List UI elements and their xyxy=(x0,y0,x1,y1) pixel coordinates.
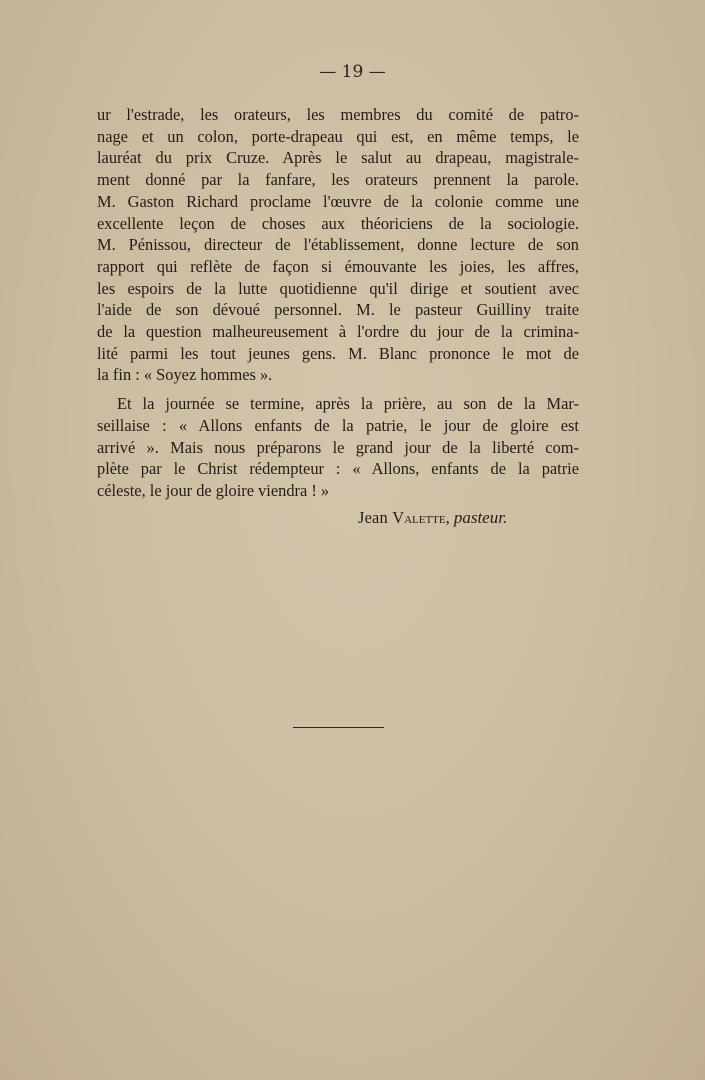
text-line: l'aide de son dévoué personnel. M. le pasteur Guilliny traite xyxy=(97,300,579,320)
signature xyxy=(358,508,507,528)
text-line: excellente leçon de choses aux théoriciens de la sociologie. xyxy=(97,213,579,233)
paragraph-1 xyxy=(97,104,579,386)
text-line: arrivé ». Mais nous préparons le grand jour de la liberté com- xyxy=(97,437,579,457)
paragraph-2 xyxy=(97,393,579,502)
signature-surname: Valette, xyxy=(392,508,450,527)
text-line: les espoirs de la lutte quotidienne qu'il dirige et soutient avec xyxy=(97,278,579,298)
end-rule xyxy=(293,727,384,728)
text-line: de la question malheureusement à l'ordre du jour de la crimina- xyxy=(97,322,579,342)
text-line: M. Pénissou, directeur de l'établissement, donne lecture de son xyxy=(97,235,579,255)
signature-title: pasteur. xyxy=(453,508,508,527)
text-line: lité parmi les tout jeunes gens. M. Blanc prononce le mot de xyxy=(97,343,579,363)
text-line: lauréat du prix Cruze. Après le salut au drapeau, magistrale- xyxy=(97,148,579,168)
text-line: la fin : « Soyez hommes ». xyxy=(97,365,273,385)
page-number: — 19 — xyxy=(319,62,386,82)
signature-first-name: Jean xyxy=(358,508,393,527)
text-line: rapport qui reflète de façon si émouvante les joies, les affres, xyxy=(97,256,579,276)
body-text xyxy=(97,104,579,502)
text-line: nage et un colon, porte-drapeau qui est, en même temps, le xyxy=(97,126,579,146)
text-line: Et la journée se termine, après la prière, au son de la Mar- xyxy=(117,394,579,414)
text-line: ur l'estrade, les orateurs, les membres du comité de patro- xyxy=(97,105,579,124)
text-line: plète par le Christ rédempteur : « Allons, enfants de la patrie xyxy=(97,459,579,479)
text-line: ment donné par la fanfare, les orateurs prennent la parole. xyxy=(97,170,579,190)
text-line: céleste, le jour de gloire viendra ! » xyxy=(97,480,330,500)
text-line: M. Gaston Richard proclame l'œuvre de la colonie comme une xyxy=(97,191,579,211)
text-line: seillaise : « Allons enfants de la patrie, le jour de gloire est xyxy=(97,415,579,435)
